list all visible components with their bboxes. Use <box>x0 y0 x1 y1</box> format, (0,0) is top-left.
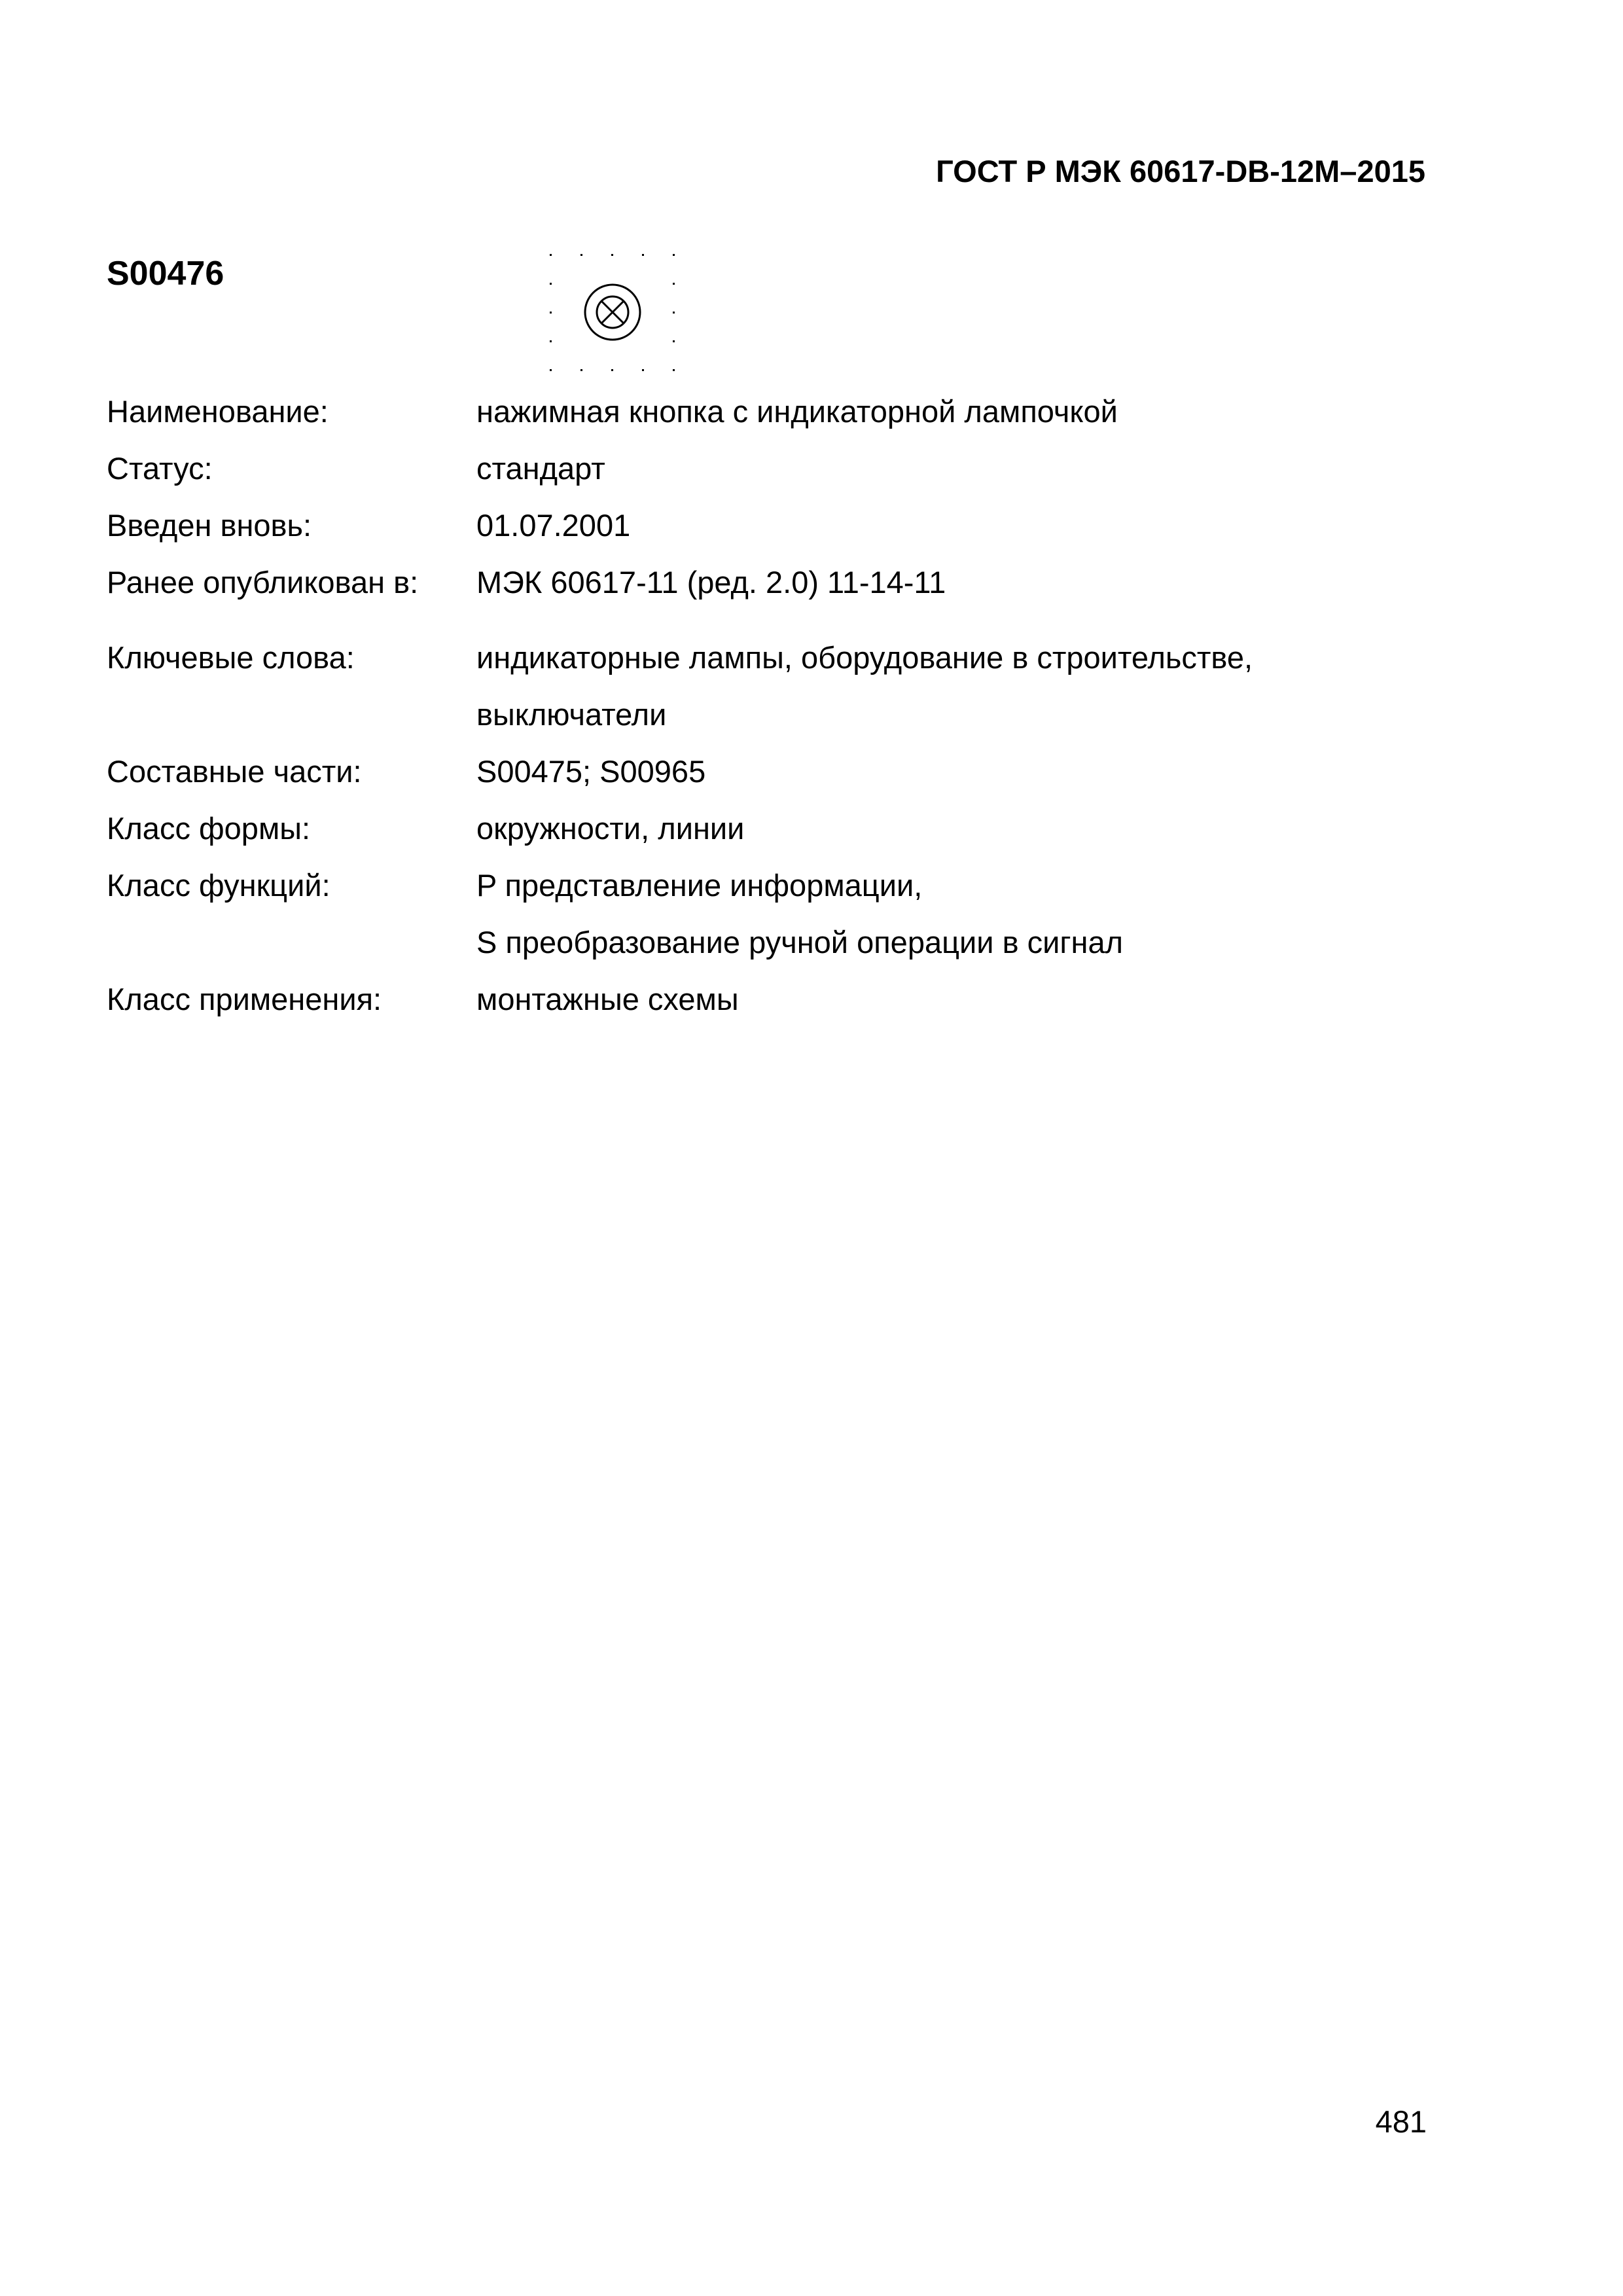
field-value-line: 01.07.2001 <box>476 508 631 543</box>
symbol-attributes <box>107 383 1481 1028</box>
field-value <box>476 440 1481 497</box>
field-value-line: стандарт <box>476 451 605 486</box>
field-value-line: P представление информации, <box>476 868 923 903</box>
field-label: Наименование: <box>107 394 329 429</box>
field-value-line: монтажные схемы <box>476 982 739 1016</box>
field-value <box>476 497 1481 554</box>
field-value <box>476 971 1481 1028</box>
field-function-class <box>107 857 1481 971</box>
symbol-id: S00476 <box>107 255 224 293</box>
field-application-class <box>107 971 1481 1028</box>
field-keywords <box>107 629 1481 743</box>
field-shape-class <box>107 800 1481 857</box>
field-value <box>476 383 1481 440</box>
field-value-line: выключатели <box>476 697 667 732</box>
field-value <box>476 554 1481 611</box>
field-label: Ранее опубликован в: <box>107 565 419 600</box>
field-value-line: индикаторные лампы, оборудование в строительстве, <box>476 640 1253 675</box>
field-value <box>476 629 1481 743</box>
field-previously-published <box>107 554 1481 611</box>
field-value-line: нажимная кнопка с индикаторной лампочкой <box>476 394 1118 429</box>
field-status <box>107 440 1481 497</box>
field-label: Введен вновь: <box>107 508 312 543</box>
field-name <box>107 383 1481 440</box>
field-label: Класс формы: <box>107 811 311 846</box>
field-value <box>476 743 1481 800</box>
field-value-line: S00475; S00965 <box>476 754 706 789</box>
push-button-indicator-lamp-symbol-icon <box>543 247 681 378</box>
field-value <box>476 857 1481 971</box>
standard-header: ГОСТ Р МЭК 60617-DB-12M–2015 <box>936 154 1425 188</box>
field-label: Ключевые слова: <box>107 640 355 675</box>
field-label: Класс функций: <box>107 868 330 903</box>
field-value-line: окружности, линии <box>476 811 745 846</box>
field-components <box>107 743 1481 800</box>
field-introduced <box>107 497 1481 554</box>
field-value-line: S преобразование ручной операции в сигнал <box>476 925 1124 960</box>
field-label: Статус: <box>107 451 213 486</box>
field-label: Составные части: <box>107 754 362 789</box>
field-value-line: МЭК 60617-11 (ред. 2.0) 11-14-11 <box>476 565 946 600</box>
page-number: 481 <box>1375 2104 1427 2139</box>
field-label: Класс применения: <box>107 982 382 1016</box>
field-value <box>476 800 1481 857</box>
